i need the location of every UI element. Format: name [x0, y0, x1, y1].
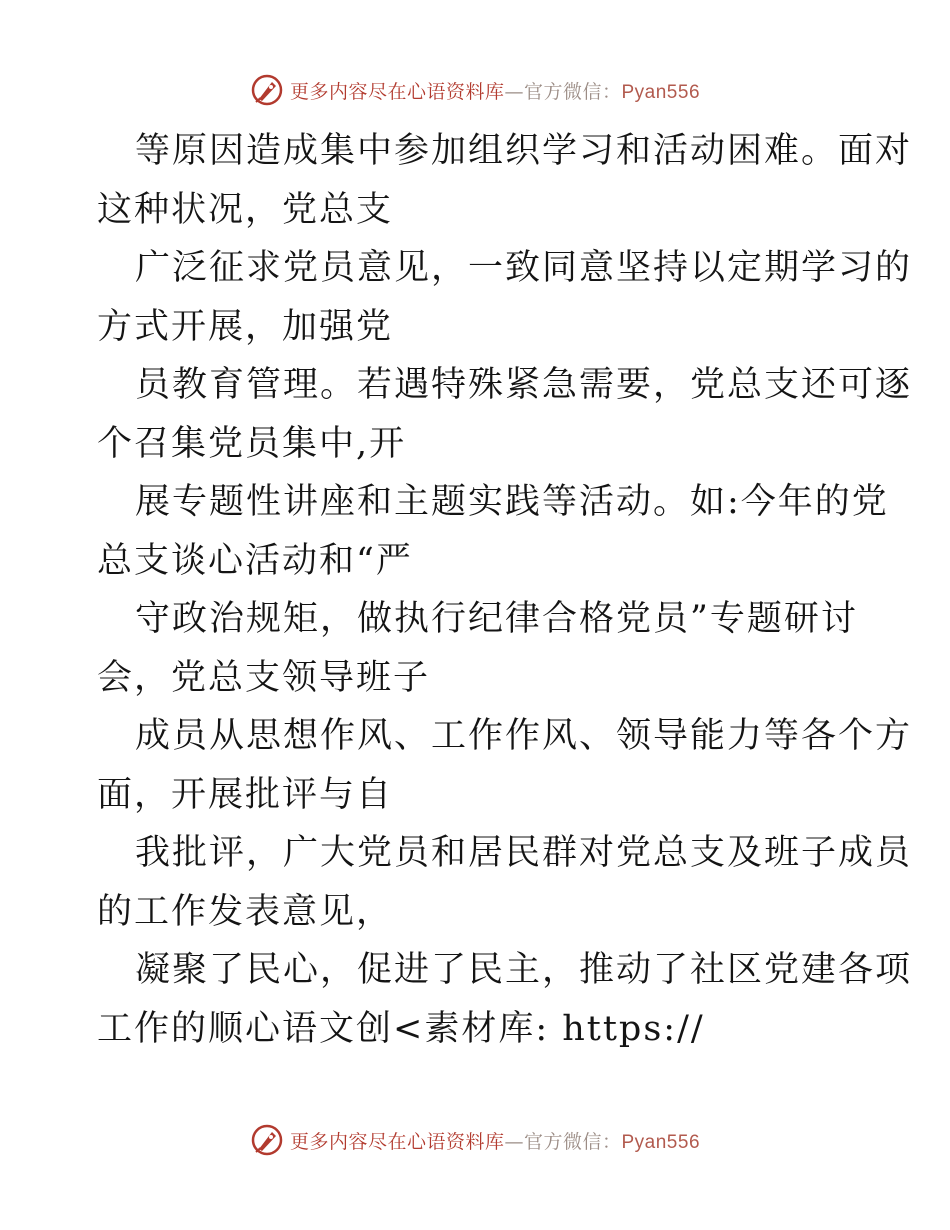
header-wechat-id: Pyan556 [621, 81, 701, 103]
pen-nib-logo-icon [250, 1123, 284, 1157]
header-banner [0, 70, 950, 110]
document-line: 等原因造成集中参加组织学习和活动困难。面对 [135, 131, 913, 171]
header-banner-text [290, 77, 700, 104]
document-line: 凝聚了民心，促进了民主，推动了社区党建各项 [135, 950, 913, 990]
document-line: 展专题性讲座和主题实践等活动。如:今年的党 [135, 482, 889, 522]
document-line: 会，党总支领导班子 [97, 657, 431, 698]
footer-banner-text [290, 1127, 700, 1154]
document-line: 的工作发表意见， [97, 891, 394, 932]
document-line: 面，开展批评与自 [97, 774, 394, 815]
document-line: 广泛征求党员意见，一致同意坚持以定期学习的 [135, 248, 913, 288]
footer-banner [0, 1120, 950, 1160]
document-line: 这种状况，党总支 [97, 189, 394, 230]
document-line: 员教育管理。若遇特殊紧急需要，党总支还可逐 [135, 365, 913, 405]
header-separator: — [504, 80, 524, 103]
document-line: 工作的顺心语文创<素材库: https:// [97, 1008, 705, 1049]
footer-official-label: 官方微信： [523, 1130, 622, 1153]
footer-wechat-id: Pyan556 [621, 1131, 701, 1153]
pen-nib-logo-icon [250, 73, 284, 107]
header-brand-text: 更多内容尽在心语资料库 [289, 80, 505, 103]
document-line: 我批评，广大党员和居民群对党总支及班子成员 [135, 833, 913, 873]
document-line: 方式开展，加强党 [97, 306, 394, 347]
footer-separator: — [504, 1130, 524, 1153]
document-line: 总支谈心活动和“严 [97, 540, 413, 581]
document-line: 个召集党员集中,开 [97, 423, 407, 464]
document-line: 守政治规矩，做执行纪律合格党员”专题研讨 [135, 599, 858, 639]
document-line: 成员从思想作风、工作作风、领导能力等各个方 [135, 716, 913, 756]
footer-brand-text: 更多内容尽在心语资料库 [289, 1130, 505, 1153]
document-body [97, 122, 913, 1058]
header-official-label: 官方微信： [523, 80, 622, 103]
